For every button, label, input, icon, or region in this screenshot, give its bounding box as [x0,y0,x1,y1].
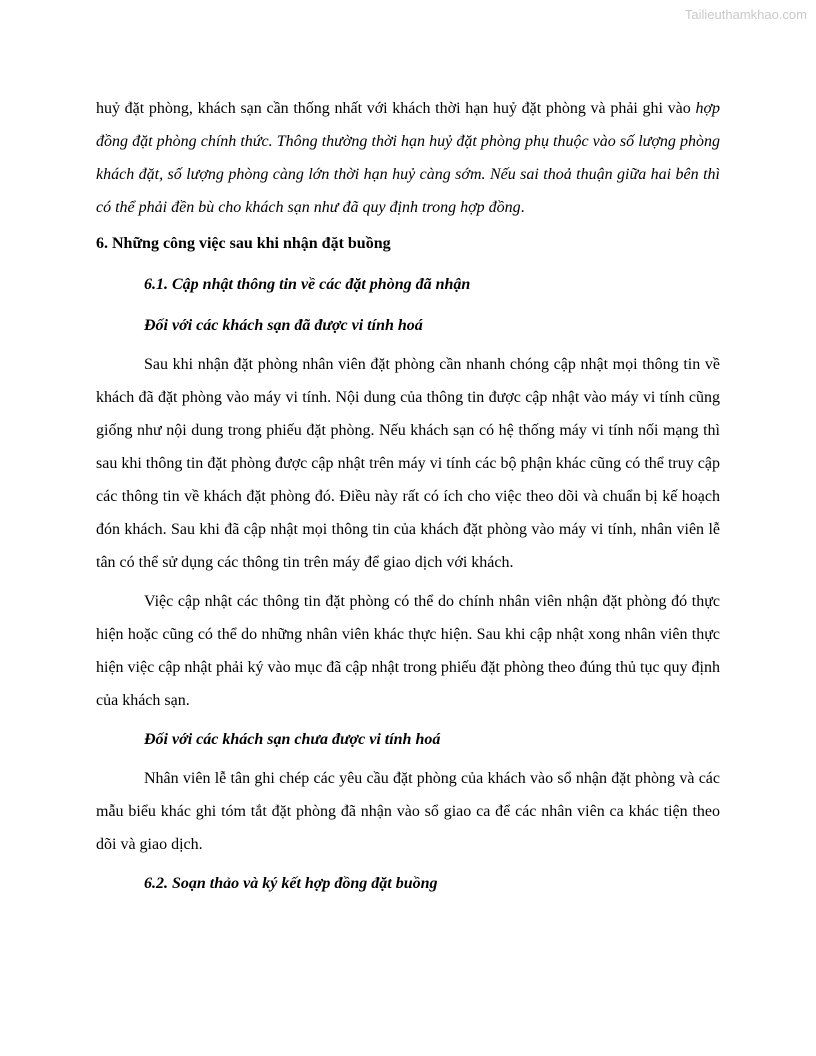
intro-plain-text: huỷ đặt phòng, khách sạn cần thống nhất với khách thời hạn huỷ đặt phòng và phải ghi vào [96,100,696,117]
section-6-2-heading: 6.2. Soạn thảo và ký kết hợp đồng đặt buồng [144,875,438,892]
section-6-heading: 6. Những công việc sau khi nhận đặt buồng [96,235,391,252]
non-computerized-paragraph: Nhân viên lễ tân ghi chép các yêu cầu đặt phòng của khách vào sổ nhận đặt phòng và các mẫu biểu khác ghi tóm tắt đặt phòng đã nhận vào sổ giao ca để các nhân viên ca khác tiện theo dõi và giao dịch. [96,770,720,853]
non-computerized-hotels-subheading: Đối với các khách sạn chưa được vi tính hoá [144,731,441,748]
intro-paragraph [96,92,720,224]
document-body [96,92,720,906]
watermark-text: Tailieuthamkhao.com [684,7,807,22]
intro-end-text: . [520,199,525,216]
section-6-1-heading: 6.1. Cập nhật thông tin về các đặt phòng đã nhận [144,276,471,293]
computerized-hotels-subheading: Đối với các khách sạn đã được vi tính hoá [144,317,423,334]
computerized-paragraph-2: Việc cập nhật các thông tin đặt phòng có thể do chính nhân viên nhận đặt phòng đó thực hiện hoặc cũng có thể do những nhân viên khác thực hiện. Sau khi cập nhật xong nhân viên thực hiện việc cập nhật phải ký vào mục đã cập nhật trong phiếu đặt phòng theo đúng thủ tục quy định của khách sạn. [96,593,720,709]
computerized-paragraph-1: Sau khi nhận đặt phòng nhân viên đặt phòng cần nhanh chóng cập nhật mọi thông tin về khách đã đặt phòng vào máy vi tính. Nội dung của thông tin được cập nhật vào máy vi tính cũng giống như nội dung trong phiếu đặt phòng. Nếu khách sạn có hệ thống máy vi tính nối mạng thì sau khi thông tin đặt phòng được cập nhật trên máy vi tính các bộ phận khác cũng có thể truy cập các thông tin về khách đặt phòng đó. Điều này rất có ích cho việc theo dõi và chuẩn bị kế hoạch đón khách. Sau khi đã cập nhật mọi thông tin của khách đặt phòng vào máy vi tính, nhân viên lễ tân có thể sử dụng các thông tin trên máy để giao dịch với khách. [96,356,720,571]
intro-italic-text: hợp đồng đặt phòng chính thức. Thông thường thời hạn huỷ đặt phòng phụ thuộc vào số lượng phòng khách đặt, số lượng phòng càng lớn thời hạn huỷ càng sớm. Nếu sai thoả thuận giữa hai bên thì có thể phải đền bù cho khách sạn như đã quy định trong hợp đồng [96,100,720,216]
